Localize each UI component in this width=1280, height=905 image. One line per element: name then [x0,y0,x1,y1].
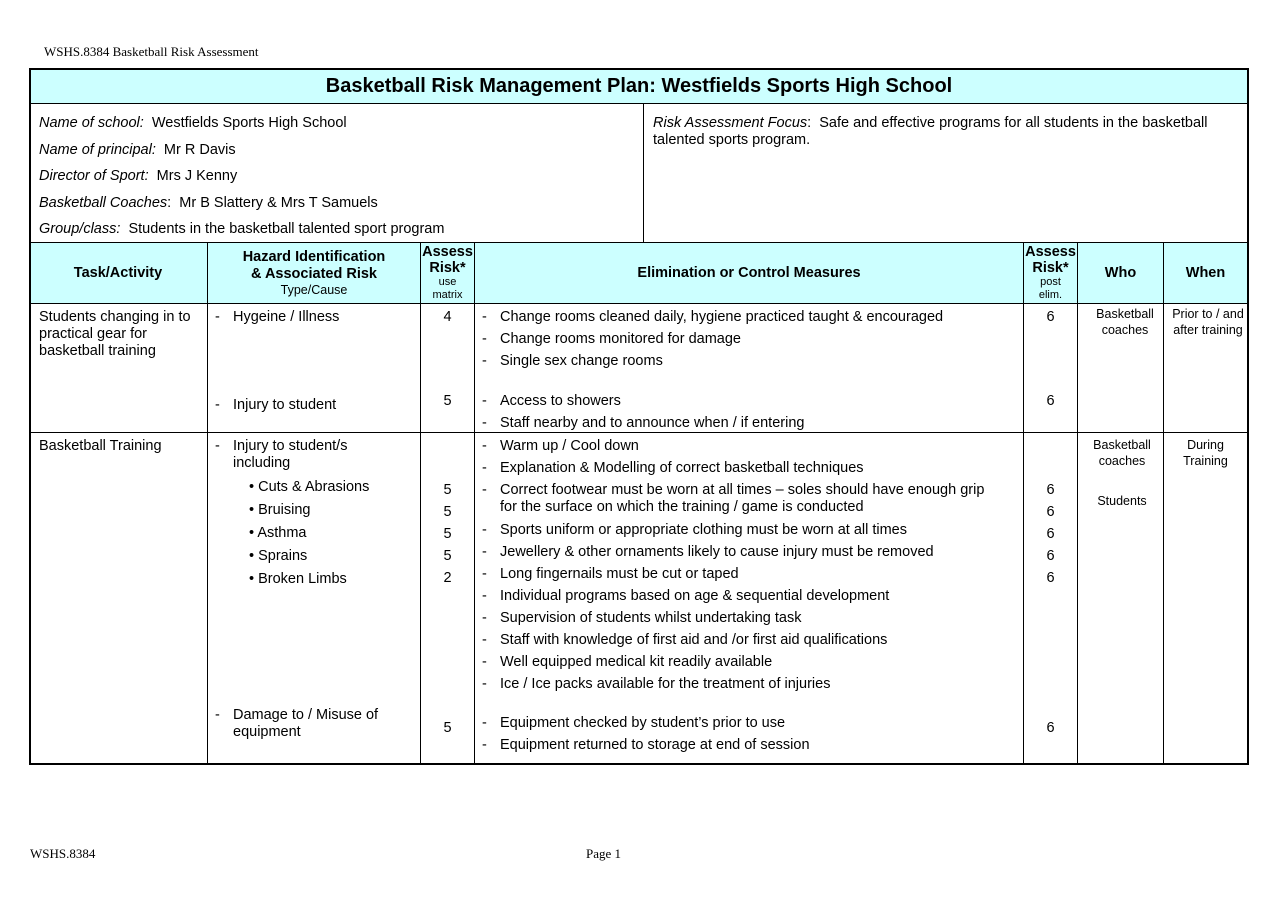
row2-risk: 5 [443,504,452,520]
row2-measure: Individual programs based on age & sequential development [500,588,890,604]
row2-measure: Equipment returned to storage at end of session [500,737,810,753]
row2-post: 6 [1046,482,1055,498]
row2-who-students: Students [1097,494,1147,508]
row2-who: Basketball coaches [1093,438,1151,468]
row2-risk: 5 [443,482,452,498]
hazard-bullet: • Asthma [249,525,307,541]
coaches-info: Basketball Coaches: Mr B Slattery & Mrs T Samuels [39,195,378,211]
row2-hazard-b: Damage to / Misuse of equipment [233,707,379,740]
row2-post-b: 6 [1046,720,1055,736]
hazard-bullet: • Bruising [249,502,311,518]
row2-risk: 5 [443,526,452,542]
row2-measure: Equipment checked by student’s prior to use [500,715,786,731]
row1-risk-b: 5 [443,393,452,409]
hazard-bullet: • Broken Limbs [249,571,347,587]
director-info: Director of Sport: Mrs J Kenny [39,168,238,184]
row2-post: 6 [1046,504,1055,520]
row2-risk-b: 5 [443,720,452,736]
header-assess-risk: Assess Risk* use matrix [422,244,473,301]
row2-post: 6 [1046,526,1055,542]
focus-info-cont: talented sports program. [653,132,811,148]
hazard-bullet: • Cuts & Abrasions [249,479,370,495]
row1-task: Students changing in to practical gear for basketball training [39,309,191,359]
school-info: Name of school: Westfields Sports High School [39,115,347,131]
row1-post-a: 6 [1046,309,1055,325]
row2-measure: Staff with knowledge of first aid and /or first aid qualifications [500,632,888,648]
row2-measure: Jewellery & other ornaments likely to cause injury must be removed [500,544,934,560]
footer-doc-id: WSHS.8384 [30,846,96,861]
row1-measure: Staff nearby and to announce when / if entering [500,415,805,431]
focus-info: Risk Assessment Focus: Safe and effective programs for all students in the basketball [653,115,1208,131]
row2-post: 6 [1046,570,1055,586]
header-task: Task/Activity [73,264,163,281]
row2-post: 6 [1046,548,1055,564]
row1-measure: Change rooms cleaned daily, hygiene practiced taught & encouraged [500,309,944,325]
risk-plan-table: Basketball Risk Management Plan: Westfields Sports High School Name of school: Westfields Sports High School Name of principal: Mr R Davis Director of Sport: Mrs J Kenny Basketball Coaches: Mr B Slattery & Mrs T Samuels Group/class: Students in the basketball talented sport program Risk Assessment Focus: Safe and effective programs for all students in the basketball talented sports program. Task/Activity Hazard Identification & Associated Risk Type/Cause Assess Risk* use matrix Elimination or Control Measures Assess Risk* post elim. Who When Students changing in to practical gear for basketball training - Hygeine / Illness - Injury to student 4 5 - Change rooms cleaned daily, hygiene practiced taught & encouraged - Change rooms monitored for damage - Single sex change rooms - Access to showers - Staff nearby and to announce when / if entering 6 6 Basketball coaches Prior to / and after training Basketball Training - Injury to student/s including • Cuts & Abrasions • Bruising • Asthma • Sprains • Broken Limbs - Damage to / Misuse of equipment 5 5 5 5 2 5 - Warm up / Cool down - Explanation & Modelling of correct basketball techniques - Correct footwear must be worn at all times – soles should have enough grip for the surface on which the training / game is conducted - Sports uniform or appropriate clothing must be worn at all times - Jewellery & other ornaments likely to cause injury must be removed - Long fingernails must be cut or taped - Individual programs based on age & sequential development - Supervision of students whilst undertaking task - Staff with knowledge of first aid and /or first aid qualifications - Well equipped medical kit readily available - Ice / Ice packs available for the treatment of injuries - Equipment checked by student’s prior to use - Equipment returned to storage at end of session 6 6 6 6 6 6 Basketball coaches Students During Training [29,68,1249,765]
row1-hazard-a: Hygeine / Illness [233,309,340,325]
row2-task: Basketball Training [39,438,162,454]
header-who: Who [1104,264,1137,281]
row1-when: Prior to / and after training [1172,307,1244,337]
row2-hazard-a: Injury to student/s including [233,438,348,471]
row2-measure: Correct footwear must be worn at all times – soles should have enough grip [500,482,985,498]
header-post-risk: Assess Risk* post elim. [1025,244,1076,301]
row2-measure-cont: for the surface on which the training / game is conducted [500,499,864,515]
row2-measure: Warm up / Cool down [500,438,639,454]
row2-risk: 5 [443,548,452,564]
row2-measure: Long fingernails must be cut or taped [500,566,739,582]
hazard-bullet: • Sprains [249,548,308,564]
row2-measure: Sports uniform or appropriate clothing must be worn at all times [500,522,907,538]
row1-risk-a: 4 [443,309,452,325]
row2-measure: Supervision of students whilst undertaking task [500,610,802,626]
row2-measure: Well equipped medical kit readily available [500,654,773,670]
page-title: Basketball Risk Management Plan: Westfields Sports High School [325,74,953,97]
row2-measure: Explanation & Modelling of correct basketball techniques [500,460,864,476]
principal-info: Name of principal: Mr R Davis [39,142,236,158]
header-hazard: Hazard Identification & Associated Risk Type/Cause [242,249,386,297]
footer-page-number: Page 1 [586,846,622,861]
row2-when: During Training [1183,438,1228,468]
row1-measure: Access to showers [500,393,621,409]
group-info: Group/class: Students in the basketball talented sport program [39,221,445,237]
row1-measure: Change rooms monitored for damage [500,331,741,347]
row1-who: Basketball coaches [1096,307,1154,337]
row1-post-b: 6 [1046,393,1055,409]
row1-measure: Single sex change rooms [500,353,663,369]
row2-risk: 2 [443,570,452,586]
header-when: When [1185,264,1226,281]
row1-hazard-b: Injury to student [233,397,337,413]
row2-measure: Ice / Ice packs available for the treatment of injuries [500,676,831,692]
header-measures: Elimination or Control Measures [637,264,861,281]
page-header: WSHS.8384 Basketball Risk Assessment [44,44,259,59]
